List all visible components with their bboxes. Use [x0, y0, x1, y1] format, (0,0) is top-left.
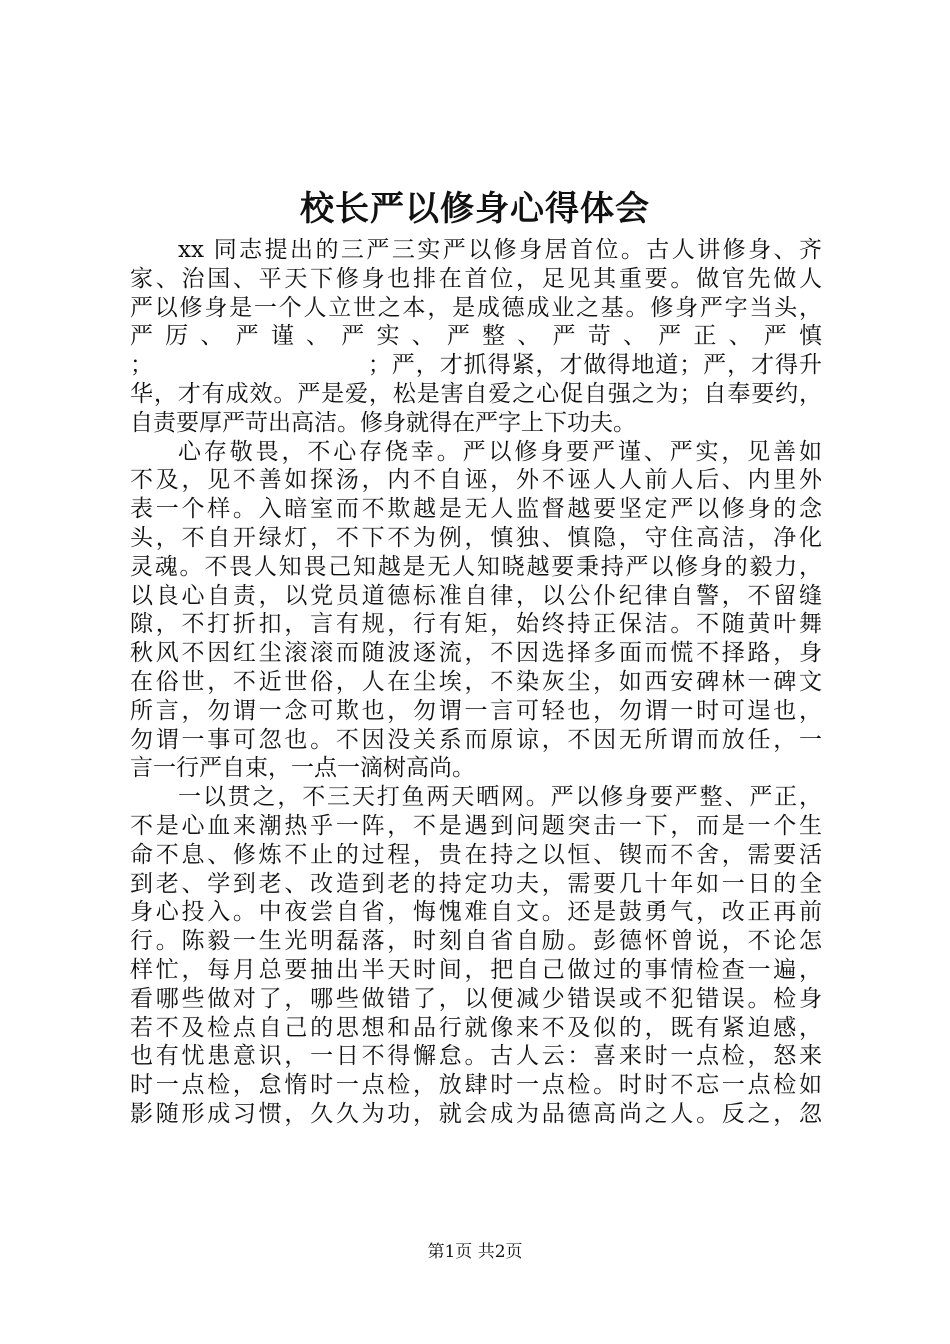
- body-line: 不是心血来潮热乎一阵，不是遇到问题突击一下，而是一个生: [130, 812, 822, 839]
- document-body: [130, 236, 822, 1129]
- body-line: 灵魂。不畏人知畏己知越是无人知晓越要秉持严以修身的毅力，: [130, 553, 822, 580]
- body-line: 华，才有成效。严是爱，松是害自爱之心促自强之为；自奉要约，: [130, 380, 822, 407]
- body-line: 在俗世，不近世俗，人在尘埃，不染灰尘，如西安碑林一碑文: [130, 668, 822, 695]
- body-line: 也有忧患意识，一日不得懈怠。古人云：喜来时一点检，怒来: [130, 1043, 822, 1070]
- body-line: 不及，见不善如探汤，内不自诬，外不诬人人前人后、内里外: [130, 467, 822, 494]
- body-line: 命不息、修炼不止的过程，贵在持之以恒、锲而不舍，需要活: [130, 841, 822, 868]
- body-line: xx 同志提出的三严三实严以修身居首位。古人讲修身、齐: [178, 237, 822, 263]
- body-line: 头，不自开绿灯，不下不为例，慎独、慎隐，守住高洁，净化: [130, 524, 822, 551]
- body-line: 行。陈毅一生光明磊落，时刻自省自励。彭德怀曾说，不论怎: [130, 928, 822, 955]
- document-title: 校长严以修身心得体会: [300, 189, 650, 229]
- body-line: 严以修身是一个人立世之本，是成德成业之基。修身严字当头，: [130, 294, 822, 321]
- body-line: 所言，勿谓一念可欺也，勿谓一言可轻也，勿谓一时可逞也，: [130, 697, 822, 724]
- body-line: 严 厉 、 严 谨 、 严 实 、 严 整 、 严 苛 、 严 正 、 严 慎: [130, 323, 822, 350]
- body-line: 自责要厚严苛出高洁。修身就得在严字上下功夫。: [130, 409, 636, 436]
- body-line: 秋风不因红尘滚滚而随波逐流，不因选择多面而慌不择路，身: [130, 640, 822, 667]
- body-line: ； ；严，才抓得紧，才做得地道；严，才得升: [130, 352, 822, 379]
- body-line: 样忙，每月总要抽出半天时间，把自己做过的事情检查一遍，: [130, 956, 822, 983]
- body-line: 心存敬畏，不心存侥幸。严以修身要严谨、严实，见善如: [178, 438, 822, 465]
- body-line: 言一行严自束，一点一滴树高尚。: [130, 755, 475, 782]
- body-line: 以良心自责，以党员道德标准自律，以公仆纪律自警，不留缝: [130, 582, 822, 609]
- body-line: 一以贯之，不三天打鱼两天晒网。严以修身要严整、严正，: [178, 784, 822, 811]
- body-line: 若不及检点自己的思想和品行就像来不及似的，既有紧迫感，: [130, 1014, 822, 1041]
- body-line: 勿谓一事可忽也。不因没关系而原谅，不因无所谓而放任，一: [130, 726, 822, 753]
- body-line: 身心投入。中夜尝自省，悔愧难自文。还是鼓勇气，改正再前: [130, 899, 822, 926]
- body-line: 看哪些做对了，哪些做错了，以便减少错误或不犯错误。检身: [130, 985, 822, 1012]
- body-line: 时一点检，怠惰时一点检，放肆时一点检。时时不忘一点检如: [130, 1072, 822, 1099]
- body-line: 隙，不打折扣，言有规，行有矩，始终持正保洁。不随黄叶舞: [130, 611, 822, 638]
- body-line: 家、治国、平天下修身也排在首位，足见其重要。做官先做人: [130, 265, 822, 292]
- body-line: 表一个样。入暗室而不欺越是无人监督越要坚定严以修身的念: [130, 496, 822, 523]
- body-line: 到老、学到老、改造到老的持定功夫，需要几十年如一日的全: [130, 870, 822, 897]
- page-footer: 第1页 共2页: [427, 1242, 523, 1262]
- body-line: 影随形成习惯，久久为功，就会成为品德高尚之人。反之，忽: [130, 1100, 822, 1127]
